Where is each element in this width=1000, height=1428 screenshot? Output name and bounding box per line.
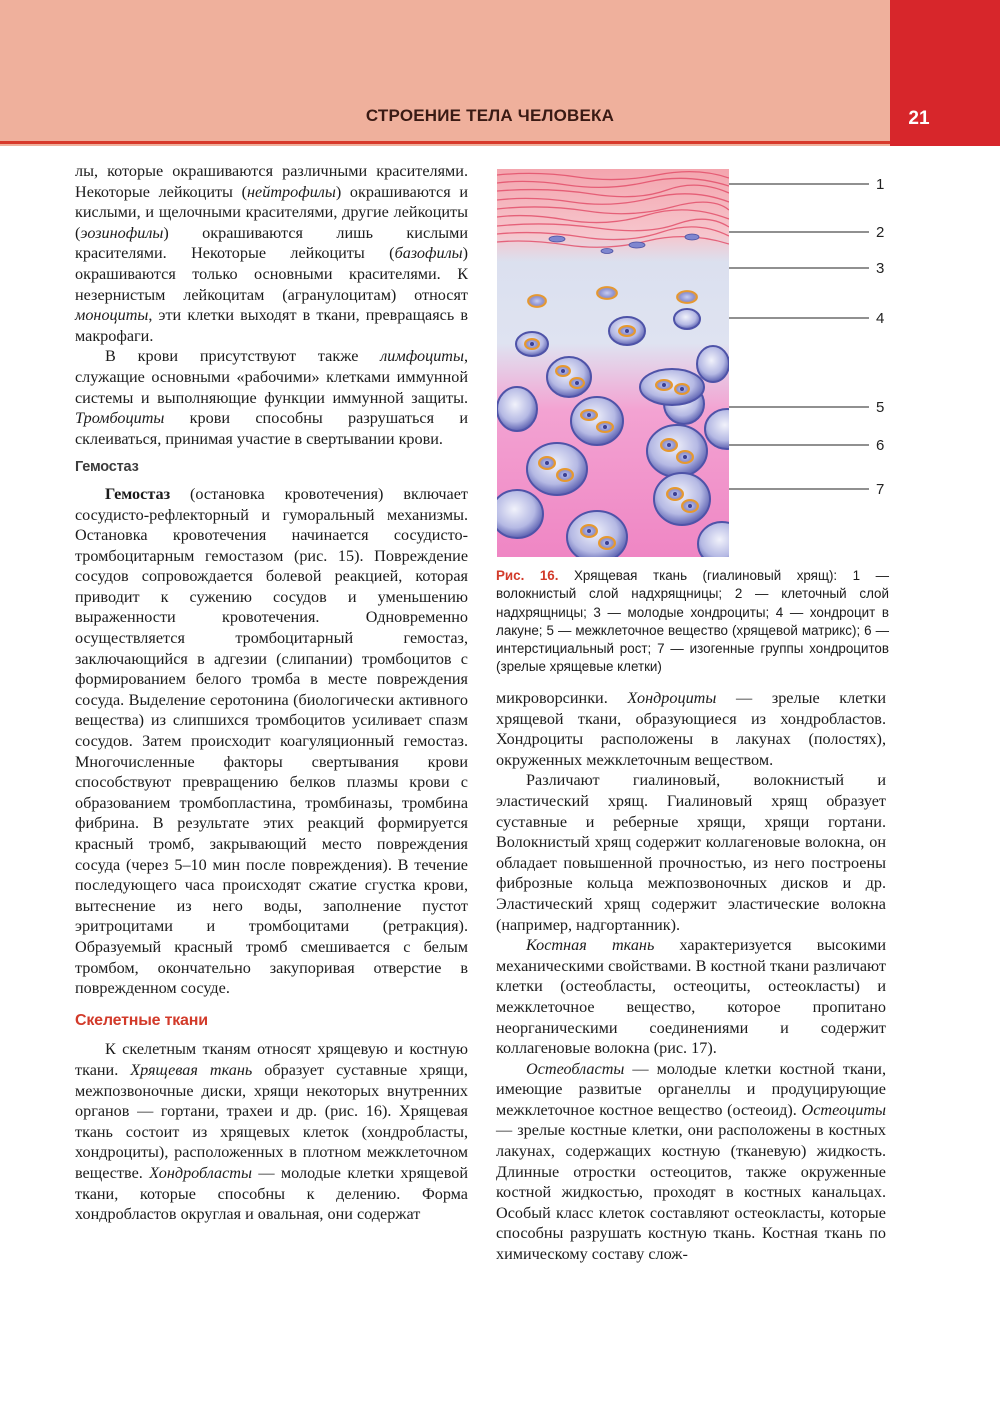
figure-caption: [496, 567, 889, 677]
figure-label-6: 6: [876, 437, 885, 454]
caption-text: Хрящевая ткань (гиалиновый хрящ): 1 — волокнистый слой надхрящницы; 2 — клеточный слой надхрящницы; 3 — молодые хондроциты; 4 — хондроцит в лакуне; 5 — межклеточное вещество (хрящевой матрикс); 6 — интерстициальный рост; 7 — изогенные группы хондроцитов (зрелые хрящевые клетки): [496, 568, 889, 675]
figure-label-7: 7: [876, 481, 885, 498]
figure-label-2: 2: [876, 224, 885, 241]
caption-number: Рис. 16.: [496, 568, 559, 583]
paragraph-cartilage-types: Различают гиалиновый, волокнистый и эластический хрящ. Гиалиновый хрящ образует суставные и реберные хрящи, хрящи гортани. Волокнистый хрящ содержит коллагеновые волокна, он обладает повышенной прочностью, из него построены фиброзные кольца межпозвоночных дисков и др. Эластический хрящ содержит эластические волокна (например, надгортанник).: [496, 771, 886, 934]
left-column: [75, 161, 468, 1225]
paragraph-hemostasis: Гемостаз (остановка кровотечения) включает сосудисто-рефлекторный и гуморальный механизмы. Остановка кровотечения начинается сосудисто-тромбоцитарным гемостазом (рис. 15). Повреждение сосудов сопровождается болевой реакцией, которая приводит к сужению сосудов и уменьшению выраженности кровотечения. Одновременно осуществляется тромбоцитарный гемостаз, заключающийся в адгезии (слипании) тромбоцитов с формированием белого тромба в месте повреждения сосуда. Выделение серотонина (биологически активного вещества) из слипшихся тромбоцитов усиливает спазм сосудов. Затем происходит коагуляционный гемостаз. Многочисленные факторы свертывания крови способствуют превращению белков плазмы крови с образованием тромбопластина, тромбиназы, тромбина фибрина. В результате этих реакций формируется красный тромб, закрывающий место повреждения сосуда (через 5–10 мин после повреждения). В течение последующего часа происходят сжатие сгустка крови, вытеснение из него воды, заполнение пустот эритроцитами и тромбоцитами (ретракция). Образуемый красный тромб смешивается с белым тромбом, окончательно закупоривая отверстие в поврежденном сосуде.: [75, 484, 468, 998]
heading-skeletal-tissues: Скелетные ткани: [75, 1011, 208, 1029]
page-number: 21: [908, 108, 930, 129]
figure-label-4: 4: [876, 310, 885, 327]
paragraph-osteoblasts: Остеобласты — молодые клетки костной ткани, имеющие развитые органеллы и продуцирующие межклеточное костное вещество (остеоид). Остеоциты — зрелые костные клетки, они расположены в костных лакунах, содержащих костную (тканевую) жидкость. Длинные отростки остеоцитов, также окруженные костной жидкостью, проходят в костных канальцах. Особый класс клеток составляют остеокласты, которые способны разрушать костную ткань. Костная ткань по химическому составу слож-: [496, 1059, 886, 1264]
figure-label-1: 1: [876, 176, 885, 193]
running-title: СТРОЕНИЕ ТЕЛА ЧЕЛОВЕКА: [365, 106, 615, 125]
paragraph-chondrocytes: микроворсинки. Хондроциты — зрелые клетки хрящевой ткани, образующиеся из хондробластов. Хондроциты расположены в лакунах (полостях), окруженных межклеточным веществом.: [496, 689, 887, 769]
figure-label-3: 3: [876, 260, 885, 277]
paragraph-bone-tissue: Костная ткань характеризуется высокими механическими свойствами. В костной ткани различают клетки (остеобласты, остеоциты, остеокласты) и межклеточное вещество, которое пропитано неорганическими соединениями и содержит коллагеновые волокна (рис. 17).: [496, 936, 886, 1058]
right-column: [496, 688, 886, 1265]
header-divider: [0, 141, 890, 144]
figure-leader-lines: [729, 170, 874, 500]
cartilage-illustration: [497, 169, 729, 557]
heading-hemostasis: Гемостаз: [75, 459, 139, 476]
paragraph-lymphocytes: В крови присутствуют также лимфоциты, служащие основными «рабочими» клетками иммунной системы и выполняющие функции иммунной защиты. Тромбоциты крови способны разрушаться и склеиваться, принимая участие в свертывании крови.: [75, 347, 468, 448]
paragraph-skeletal: К скелетным тканям относят хрящевую и костную ткани. Хрящевая ткань образует суставные хрящи, межпозвоночные диски, хрящи некоторых внутренних органов — гортани, трахеи и др. (рис. 16). Хрящевая ткань состоит из хрящевых клеток (хондробласты, хондроциты), расположенных в плотном межклеточном веществе. Хондробласты — молодые клетки хрящевой ткани, которые способны к делению. Форма хондробластов округлая и овальная, они содержат: [75, 1040, 468, 1224]
paragraph-leukocytes: лы, которые окрашиваются различными красителями. Некоторые лейкоциты (нейтрофилы) окрашиваются и кислыми, и щелочными красителями, другие лейкоциты (эозинофилы) окрашиваются лишь кислыми красителями. Некоторые лейкоциты (базофилы) окрашиваются только основными красителями. К незернистым лейкоцитам (агранулоцитам) относят моноциты, эти клетки выходят в ткани, превращаясь в макрофаги.: [75, 162, 468, 345]
cartilage-drawing: [497, 169, 729, 557]
figure-label-5: 5: [876, 399, 885, 416]
